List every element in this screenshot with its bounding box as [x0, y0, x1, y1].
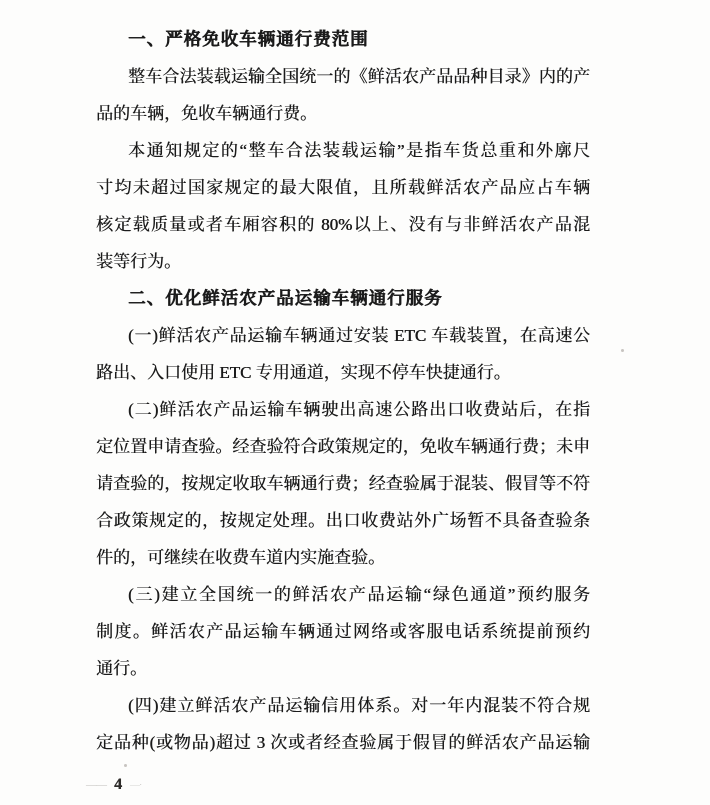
text-line: 整车合法装载运输全国统一的《鲜活农产品品种目录》内的产	[128, 67, 590, 86]
text-line: (二)鲜活农产品运输车辆驶出高速公路出口收费站后，在指	[128, 400, 590, 419]
section-heading: 二、优化鲜活农产品运输车辆通行服务	[128, 288, 443, 308]
text-line: 通行。	[96, 659, 147, 678]
text-line: 路出、入口使用 ETC 专用通道，实现不停车快捷通行。	[96, 363, 511, 382]
footer-dash-right: —·	[130, 780, 142, 790]
text-line: 制度。鲜活农产品运输车辆通过网络或客服电话系统提前预约	[96, 622, 590, 641]
section-heading: 一、严格免收车辆通行费范围	[128, 29, 369, 49]
text-line: 件的，可继续在收费车道内实施查验。	[96, 548, 385, 567]
text-line: 合政策规定的，按规定处理。出口收费站外广场暂不具备查验条	[96, 511, 590, 530]
text-line: 定位置申请查验。经查验符合政策规定的，免收车辆通行费；未申	[96, 437, 590, 456]
page-footer	[86, 772, 141, 798]
text-line: 本通知规定的“整车合法装载运输”是指车货总重和外廓尺	[128, 141, 590, 160]
text-line: (四)建立鲜活农产品运输信用体系。对一年内混装不符合规	[128, 696, 590, 715]
page-number: 4	[114, 776, 122, 793]
document-body	[96, 21, 590, 761]
scan-speckle	[621, 349, 624, 352]
text-line: 定品种(或物品)超过 3 次或者经查验属于假冒的鲜活农产品运输	[96, 733, 590, 752]
text-line: 寸均未超过国家规定的最大限值，且所载鲜活农产品应占车辆	[96, 178, 590, 197]
text-line: (一)鲜活农产品运输车辆通过安装 ETC 车载装置，在高速公	[128, 326, 590, 345]
text-line: 核定载质量或者车厢容积的 80%以上、没有与非鲜活农产品混	[96, 215, 590, 234]
text-line: 装等行为。	[96, 252, 181, 271]
scan-speckle	[124, 764, 127, 767]
text-line: 品的车辆，免收车辆通行费。	[96, 104, 317, 123]
footer-dash-left: ——	[86, 780, 106, 790]
text-line: (三)建立全国统一的鲜活农产品运输“绿色通道”预约服务	[128, 585, 590, 604]
text-line: 请查验的，按规定收取车辆通行费；经查验属于混装、假冒等不符	[96, 474, 590, 493]
